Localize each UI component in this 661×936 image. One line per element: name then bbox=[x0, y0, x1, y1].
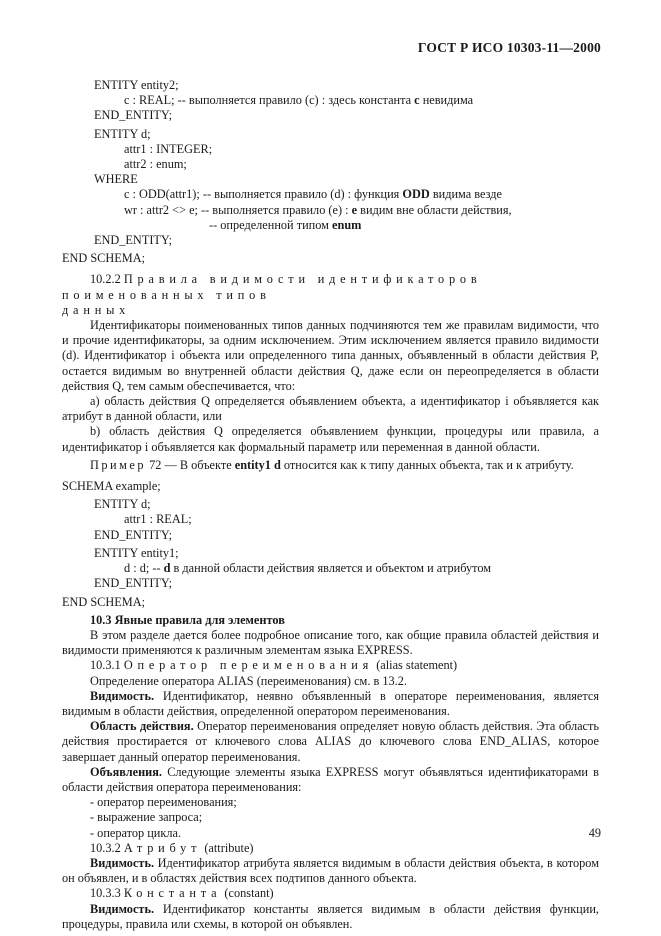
subsection-heading: 10.3.1 Оператор переименования (alias statement) bbox=[90, 658, 458, 673]
code-line: END_ENTITY; bbox=[94, 576, 173, 591]
subsection-heading: 10.3.3 Константа (constant) bbox=[90, 886, 274, 901]
paragraph: Видимость. Идентификатор атрибута является видимым в области действия объекта, в котором он объявлен, и в областях действия всех подтипов данного объекта. bbox=[62, 855, 599, 886]
list-item: - оператор цикла. bbox=[90, 825, 182, 840]
paragraph: Определение оператора ALIAS (переименования) см. в 13.2. bbox=[90, 673, 407, 688]
example: Пример 72 — В объекте entity1 d относится как к типу данных объекта, так и к атрибуту. bbox=[90, 457, 574, 472]
paragraph: Объявления. Следующие элементы языка EXPRESS могут объявляться идентификаторами в области действия оператора переименования: bbox=[62, 764, 599, 794]
paragraph: Видимость. Идентификатор, неявно объявленный в операторе переименования, является видимым в области действия, определенной оператором переименования. bbox=[62, 688, 599, 718]
page-header: ГОСТ Р ИСО 10303-11—2000 bbox=[417, 40, 601, 55]
code-line: END_ENTITY; bbox=[94, 527, 173, 542]
code-line: ENTITY entity2; bbox=[94, 78, 179, 92]
code-line: wr : attr2 <> e; -- выполняется правило (е) : е видим вне области действия, bbox=[124, 202, 512, 217]
code-line: ENTITY d; bbox=[94, 497, 151, 512]
paragraph: В этом разделе дается более подробное описание того, как общие правила областей действия и видимости применяются к различным элементам языка EXPRESS. bbox=[62, 627, 599, 658]
code-line: -- определенной типом enum bbox=[209, 217, 362, 232]
section-heading: 10.3 Явные правила для элементов bbox=[90, 612, 285, 627]
code-line: c : ODD(attr1); -- выполняется правило (d) : функция ODD видима везде bbox=[124, 187, 502, 202]
code-line: ENTITY d; bbox=[94, 126, 151, 141]
page-content bbox=[62, 78, 599, 932]
code-line: attr2 : enum; bbox=[124, 157, 187, 172]
code-line: ENTITY entity1; bbox=[94, 545, 179, 560]
paragraph: Область действия. Оператор переименования определяет новую область действия. Эта область действия простирается от ключевого слова ALIAS до ключевого слова END_ALIAS, которое завершает данный оператор переименования. bbox=[62, 719, 600, 764]
code-line: d : d; -- d в данной области действия является и объектом и атрибутом bbox=[124, 561, 492, 576]
code-line: attr1 : REAL; bbox=[124, 512, 192, 527]
code-line: c : REAL; -- выполняется правило (с) : здесь константа с невидима bbox=[124, 93, 474, 108]
code-line: SCHEMA example; bbox=[62, 479, 161, 494]
code-line: WHERE bbox=[94, 172, 138, 187]
list-item: - оператор переименования; bbox=[90, 795, 237, 810]
code-line: END SCHEMA; bbox=[62, 594, 146, 609]
section-heading-cont: данных bbox=[62, 302, 131, 317]
list-item: b) область действия Q определяется объявлением функции, процедуры или правила, а идентификатор i объявляется как формальный параметр или переменная в данной области. bbox=[62, 424, 599, 454]
list-item: а) область действия Q определяется объявлением объекта, а идентификатор i объявляется как атрибут в данной области, или bbox=[62, 394, 599, 424]
code-line: END SCHEMA; bbox=[62, 251, 146, 266]
code-line: attr1 : INTEGER; bbox=[124, 141, 213, 156]
page-number: 49 bbox=[588, 826, 601, 840]
code-line: END_ENTITY; bbox=[94, 233, 173, 248]
subsection-heading: 10.3.2 Атрибут (attribute) bbox=[90, 840, 254, 855]
list-item: - выражение запроса; bbox=[90, 810, 203, 825]
paragraph: Идентификаторы поименованных типов данных подчиняются тем же правилам видимости, что и прочие идентификаторы, за одним исключением. Этим исключением является правило видимости (d). Идентификатор i объекта или определенного типа данных, объявленный в области действия P, остается видимым во внутренней области действия Q, даже если он переопределяется в области действия Q, тем самым обеспечивается, что: bbox=[62, 318, 599, 393]
code-line: END_ENTITY; bbox=[94, 108, 173, 123]
paragraph: Видимость. Идентификатор константы является видимым в области действия функции, процедуры, правила или схемы, в которой он объявлен. bbox=[62, 901, 599, 931]
section-heading: 10.2.2 Правила видимости идентификаторов поименованных типов bbox=[62, 272, 482, 302]
